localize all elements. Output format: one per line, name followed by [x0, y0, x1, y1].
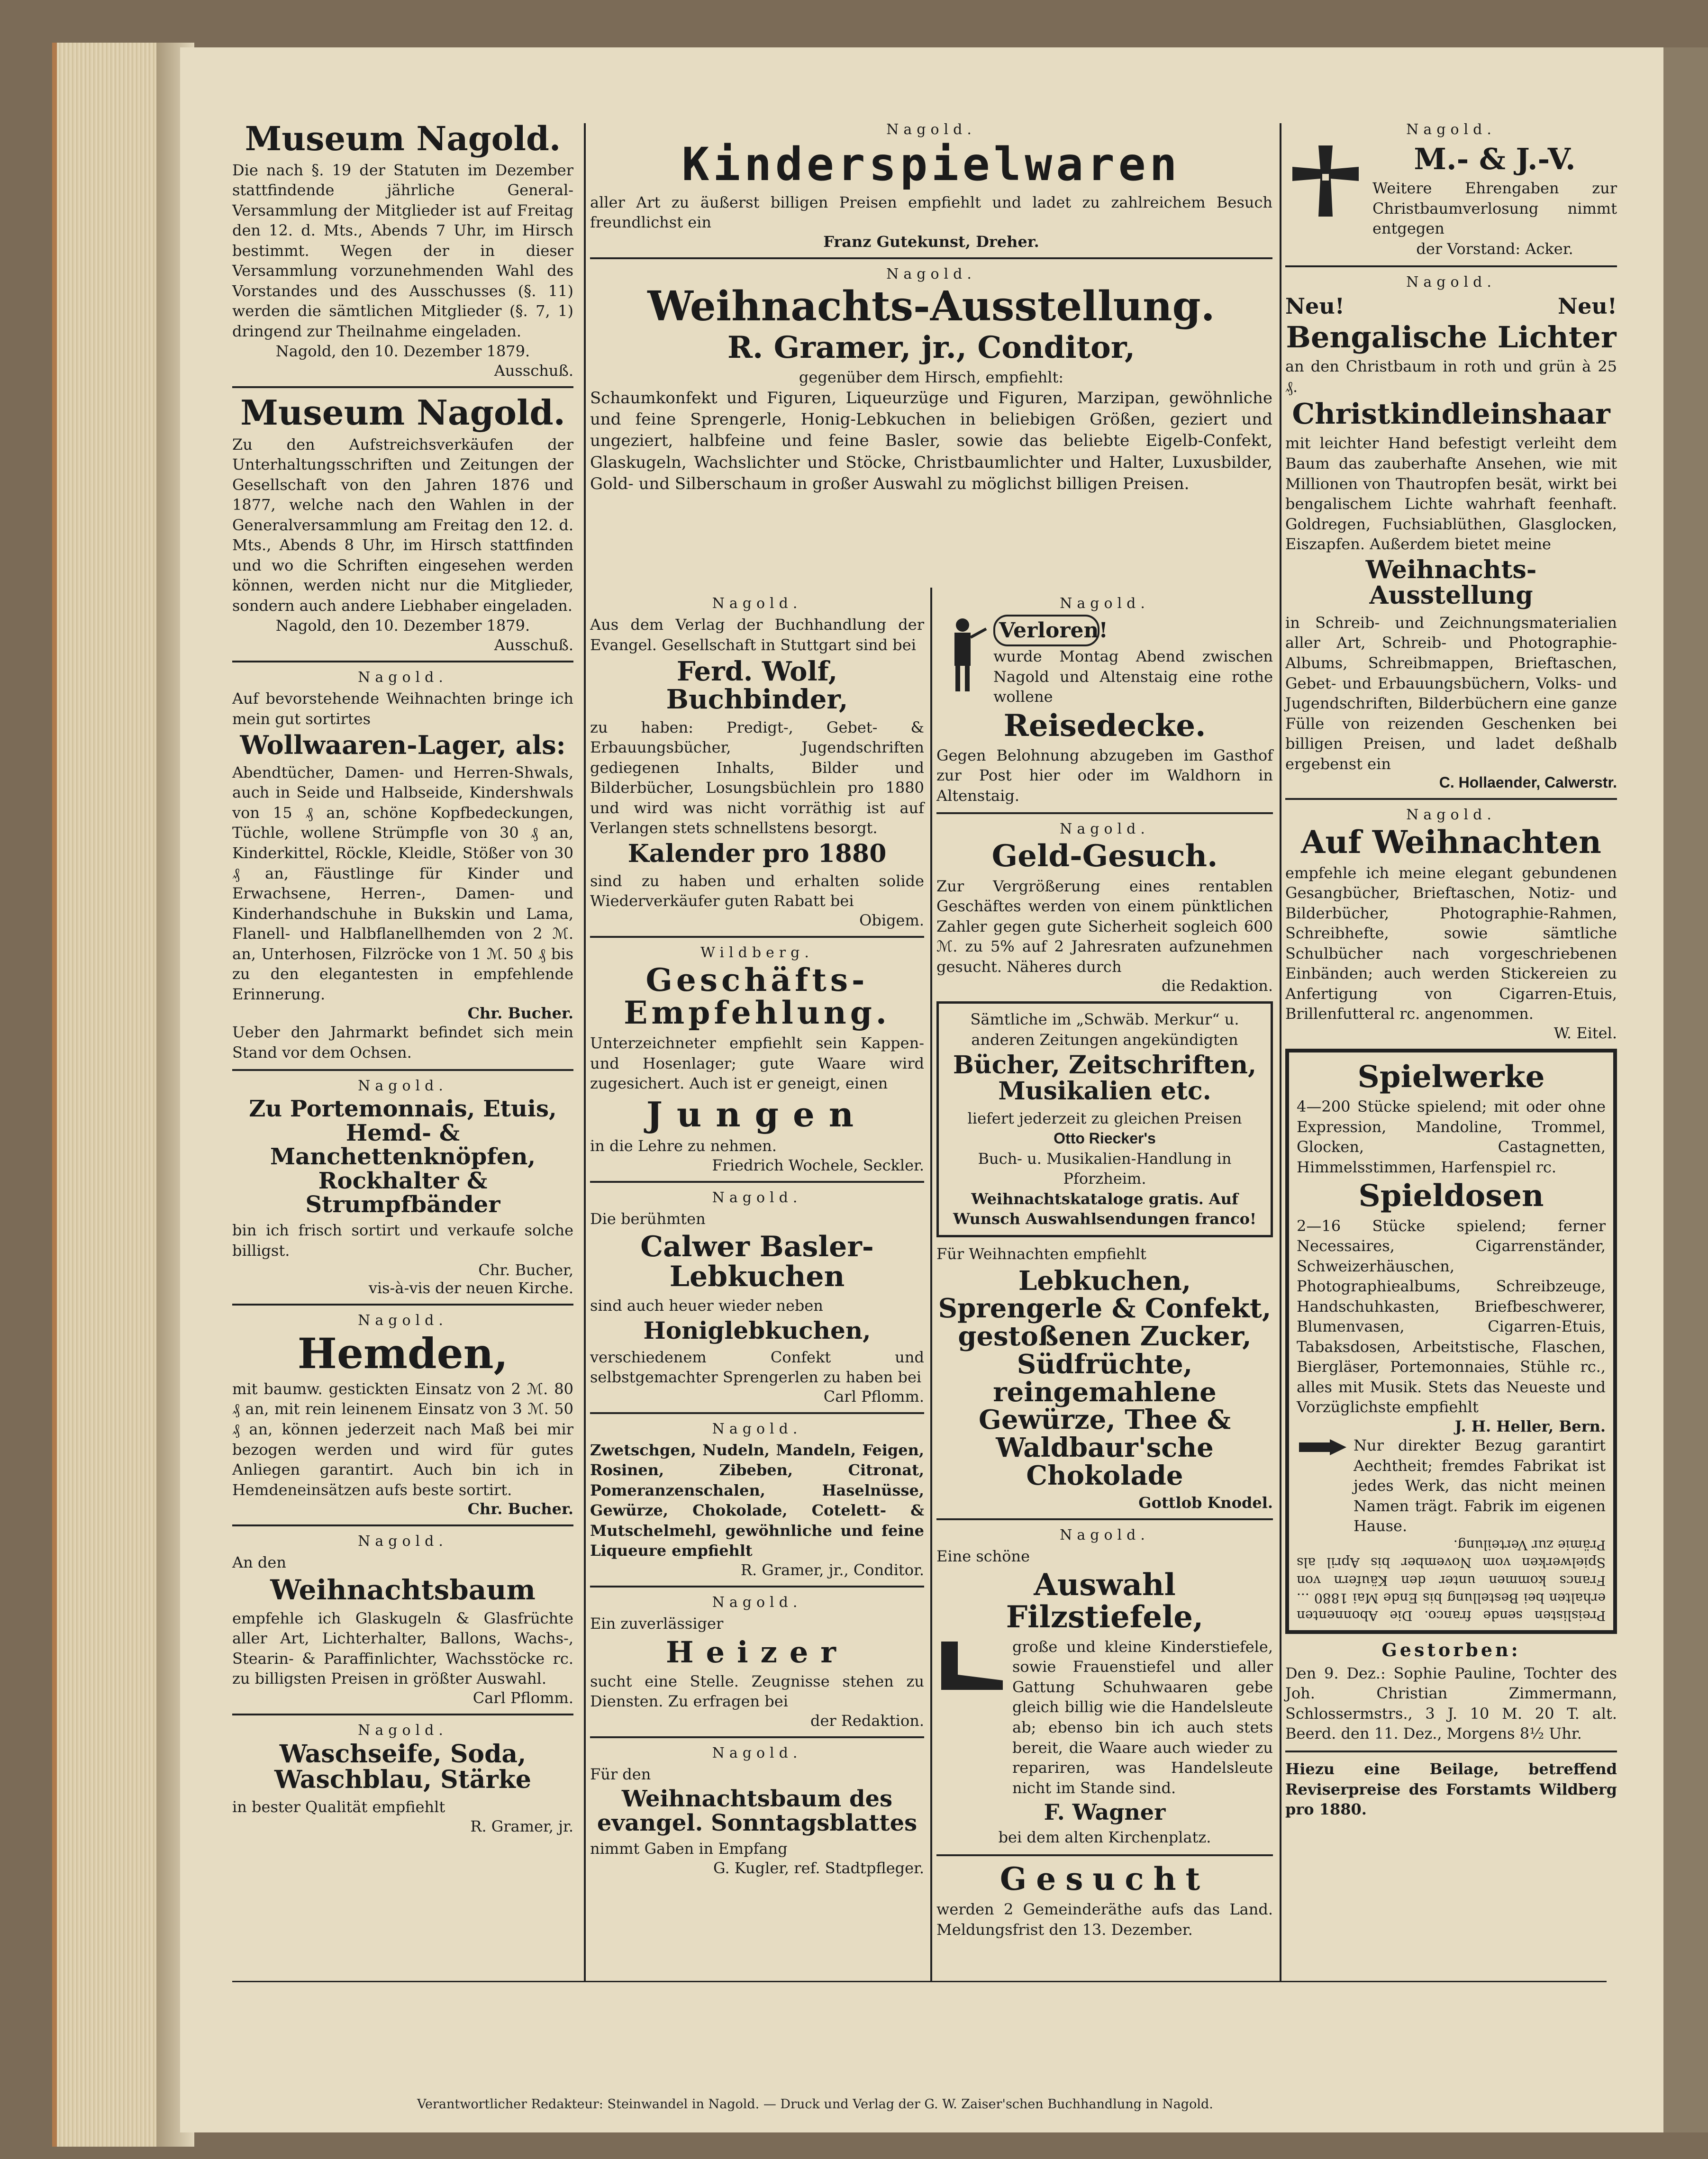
- leb-sign: Gottlob Knodel.: [1138, 1493, 1273, 1512]
- mj-text: Weitere Ehrengaben zur Christbaumverlosung nimmt entgegen: [1372, 179, 1617, 238]
- place-line: Nagold.: [358, 1722, 448, 1739]
- sonntag-intro: Für den: [590, 1765, 651, 1783]
- mid-right-column: [936, 592, 1273, 1946]
- wolle-sign: Chr. Bucher.: [467, 1004, 573, 1023]
- mj-title: M.- & J.-V.: [1414, 142, 1576, 176]
- place-line: Nagold.: [358, 1533, 448, 1550]
- separator: [1285, 798, 1617, 800]
- wolf-ad: [590, 595, 924, 929]
- place-line: Nagold.: [358, 1078, 448, 1095]
- seife-text: in bester Qualität empfiehlt: [232, 1798, 445, 1816]
- aus-sign: C. Hollaender, Calwerstr.: [1439, 774, 1617, 791]
- gesch-title: Geschäfts-Empfehlung.: [624, 961, 890, 1031]
- aus-title: Weihnachts-Ausstellung: [1365, 555, 1537, 610]
- wolle-text: Abendtücher, Damen- und Herren-Shwals, auch in Seide und Halbseide, Kindershwals von 15 ₰ an, schöne Kopfbedeckungen, Tüchle, wollene Strümpfle von 30 ₰ an, Kinderkittel, Röckle, Kleidle, Stößer von 30 ₰ an, Fäustlinge für Kinder und Erwachsene, Herren-, Damen- und Kinderhandschuhe in Bukskin und Lama, Flanell- und Halbflanellhemden von 2 ℳ. an, Unterhosen, Filzröcke von 1 ℳ. 50 ₰ bis zu den elegantesten in empfehlende Erinnerung.: [232, 763, 573, 1003]
- wolle-note: Ueber den Jahrmarkt befindet sich mein Stand vor dem Ochsen.: [232, 1023, 573, 1061]
- aufw-title: Auf Weihnachten: [1301, 824, 1601, 861]
- hemden-title: Hemden,: [297, 1328, 509, 1378]
- calwer-ad: [590, 1189, 924, 1406]
- box-text-1: Sämtliche im „Schwäb. Merkur“ u. anderen Zeitungen angekündigten: [970, 1010, 1239, 1049]
- museum-sign: Ausschuß.: [494, 361, 573, 380]
- separator: [590, 257, 1272, 259]
- right-margin-strip: [1663, 47, 1708, 2132]
- separator: [232, 661, 573, 662]
- museum-ad-2: [232, 392, 573, 654]
- place-line: Nagold.: [712, 1189, 802, 1206]
- calwer-text-2: verschiedenem Confekt und selbstgemachter Sprengerlen zu haben bei: [590, 1348, 924, 1387]
- calwer-text: sind auch heuer wieder neben: [590, 1296, 823, 1315]
- place-line: Nagold.: [712, 595, 802, 612]
- hemden-sign: Chr. Bucher.: [467, 1500, 573, 1518]
- column-rule: [584, 123, 586, 1981]
- baum-intro: An den: [232, 1553, 286, 1572]
- separator: [936, 1854, 1273, 1856]
- heizer-intro: Ein zuverlässiger: [590, 1615, 724, 1633]
- place-line: Nagold.: [886, 265, 976, 282]
- place-line: Nagold.: [1406, 121, 1496, 138]
- kinder-title: Kinderspielwaren: [681, 138, 1181, 191]
- place-line: Nagold.: [1406, 807, 1496, 824]
- wolf-text: zu haben: Predigt-, Gebet- & Erbauungsbücher, Jugendschriften gediegenen Inhalts, Bilder und Bilderbücher, Losungsbüchlein pro 1880 und wird was nicht vorräthig ist auf Verlangen stets schnellstens besorgt.: [590, 718, 924, 837]
- separator: [232, 1069, 573, 1071]
- spiel-title: Spielwerke: [1357, 1059, 1545, 1095]
- calwer-title: Calwer Basler-Lebkuchen: [640, 1230, 874, 1293]
- christ-text: mit leichter Hand befestigt verleiht dem Baum das zauberhafte Ansehen, wie mit Millionen von Thautropfen besät, wirkt bei bengalischem Lichte wahrhaft feenhaft. Goldregen, Fuchsiablüthen, Glasglocken, Eiszapfen. Außerdem bietet meine: [1285, 434, 1617, 553]
- geld-sign: die Redaktion.: [1162, 977, 1273, 995]
- filz-sign: F. Wagner: [1044, 1799, 1166, 1825]
- place-line: Nagold.: [712, 1744, 802, 1761]
- baum-text: empfehle ich Glaskugeln & Glasfrüchte aller Art, Lichterhalter, Ballons, Wachs-, Stearin- & Paraffinlichter, Wachsstöcke rc. zu billigsten Preisen in größter Auswahl.: [232, 1609, 573, 1688]
- museum-date: Nagold, den 10. Dezember 1879.: [275, 617, 530, 635]
- baum-title: Weihnachtsbaum: [270, 1573, 536, 1606]
- place-line: Nagold.: [886, 121, 976, 138]
- iron-cross-icon: [1285, 141, 1366, 221]
- dosen-sign: J. H. Heller, Bern.: [1454, 1417, 1606, 1436]
- hemden-text: mit baumw. gestickten Einsatz von 2 ℳ. 80 ₰ an, mit rein leinenem Einsatz von 3 ℳ. 50 ₰ an, können jederzeit nach Maß bei mir bezogen werden und wird für gutes Anliegen garantirt. Auch bin ich in Hemdeneinsätzen aufs beste sortirt.: [232, 1379, 573, 1499]
- calwer-intro: Die berühmten: [590, 1210, 706, 1228]
- box-name: Otto Riecker's: [1054, 1130, 1156, 1147]
- porte-title: Zu Portemonnais, Etuis, Hemd- & Manchettenknöpfen, Rockhalter & Strumpfbänder: [249, 1096, 557, 1218]
- sonntag-title: Weihnachtsbaum des evangel. Sonntagsblattes: [597, 1786, 918, 1836]
- separator: [232, 1714, 573, 1715]
- geschaeft-ad: [590, 944, 924, 1174]
- weih-title: Weihnachts-Ausstellung.: [647, 282, 1215, 330]
- neu-left: Neu!: [1285, 293, 1345, 319]
- heizer-text: sucht eine Stelle. Zeugnisse stehen zu Diensten. Zu erfragen bei: [590, 1672, 924, 1711]
- neu-right: Neu!: [1558, 293, 1617, 319]
- verloren-ad: [936, 595, 1273, 806]
- heizer-title: Heizer: [666, 1634, 848, 1669]
- separator: [232, 386, 573, 388]
- bengal-ad: [1285, 274, 1617, 791]
- heizer-sign: der Redaktion.: [810, 1711, 924, 1730]
- separator: [1285, 265, 1617, 267]
- filz-intro: Eine schöne: [936, 1547, 1030, 1565]
- verloren-text: wurde Montag Abend zwischen Nagold und Altenstaig eine rothe wollene: [993, 647, 1273, 706]
- filz-text: große und kleine Kinderstiefele, sowie Frauenstiefel und aller Gattung Schuhwaaren gebe gleich billig wie die Handelsleute ab; ebenso bin ich auch stets bereit, die Waare auch wieder zu repariren, was Handelsleute nicht im Stande sind.: [1012, 1637, 1273, 1797]
- separator: [936, 812, 1273, 814]
- honig-title: Honiglebkuchen,: [643, 1316, 871, 1345]
- calwer-sign: Carl Pflomm.: [823, 1387, 924, 1406]
- gesch-text: Unterzeichneter empfiehlt sein Kappen- und Hosenlager; gute Waare wird zugesichert. Auch ist er geneigt, einen: [590, 1034, 924, 1093]
- column-rule: [930, 588, 932, 1981]
- sonntagsblatt-ad: [590, 1745, 924, 1877]
- kal-sign: Obigem.: [859, 911, 924, 929]
- porte-sign-2: vis-à-vis der neuen Kirche.: [368, 1279, 573, 1297]
- spielwerke-box: [1285, 1049, 1617, 1634]
- dosen-note: Nur direkter Bezug garantirt Aechtheit; fremdes Fabrikat ist jedes Werk, das nicht meinen Namen trägt. Fabrik im eigenen Hause.: [1354, 1436, 1606, 1535]
- imprint-footer: Verantwortlicher Redakteur: Steinwandel in Nagold. — Druck und Verlag der G. W. Zaiser'schen Buchhandlung in Nagold.: [417, 2097, 1213, 2112]
- jungen-text: in die Lehre zu nehmen.: [590, 1137, 777, 1155]
- wolle-title: Wollwaaren-Lager, als:: [240, 730, 566, 761]
- filzstiefel-ad: [936, 1527, 1273, 1848]
- column-rule: [1280, 123, 1281, 1981]
- reise-text: Gegen Belohnung abzugeben im Gasthof zur Post hier oder im Waldhorn in Altenstaig.: [936, 746, 1273, 805]
- place-line: Nagold.: [712, 1420, 802, 1437]
- lebkuchen-ad: [936, 1244, 1273, 1512]
- hemden-ad: [232, 1312, 573, 1518]
- separator: [232, 1304, 573, 1306]
- geld-ad: [936, 821, 1273, 995]
- beng-text: an den Christbaum in roth und grün à 25 ₰.: [1285, 357, 1617, 396]
- box-text-4: Weihnachtskataloge gratis. Auf Wunsch Auswahlsendungen franco!: [953, 1189, 1257, 1228]
- gesucht-ad: [936, 1860, 1273, 1940]
- sonntag-text: nimmt Gaben in Empfang: [590, 1840, 788, 1858]
- kinder-sign: Franz Gutekunst, Dreher.: [823, 232, 1039, 251]
- wollwaren-ad: [232, 669, 573, 1062]
- left-column: [232, 118, 573, 1842]
- zwetsch-sign: R. Gramer, jr., Conditor.: [740, 1561, 924, 1579]
- weih-text: Schaumkonfekt und Figuren, Liqueurzüge und Figuren, Marzipan, gewöhnliche und feine Sprengerle, Honig-Lebkuchen in beliebigen Größen, geziert und ungeziert, halbfeine und feine Basler, sowie das beliebte Eigelb-Confekt, Glaskugeln, Wachslichter und Stöcke, Christbaumlichter und Halter, Luxusbilder, Gold- und Silberschaum in großer Auswahl zu möglichst billigen Preisen.: [590, 388, 1272, 493]
- place-line: Nagold.: [358, 1312, 448, 1329]
- gesucht-text: werden 2 Gemeinderäthe aufs das Land. Meldungsfrist den 13. Dezember.: [936, 1900, 1273, 1939]
- porte-sign: Chr. Bucher,: [478, 1261, 573, 1279]
- museum-text: Zu den Aufstreichsverkäufen der Unterhaltungsschriften und Zeitungen der Gesellschaft von den Jahren 1876 und 1877, welche nach den Wahlen in der Generalversammlung am Freitag den 12. d. Mts., Abends 8 Uhr, im Hirsch stattfinden und wo die Schriften eingesehen werden können, werden nicht nur die Mitglieder, sondern auch andere Liebhaber eingeladen.: [232, 435, 573, 615]
- gestorben-ad: [1285, 1641, 1617, 1744]
- aufw-text: empfehle ich meine elegant gebundenen Gesangbücher, Brieftaschen, Notiz- und Bilderbücher, Photographie-Rahmen, Schreibhefte, sowie sämtliche Schulbücher nach vorgeschriebenen Einbänden; auch werden Stickereien zu Anfertigung von Cigarren-Etuis, Brillenfutteral rc. angenommen.: [1285, 863, 1617, 1023]
- gesucht-title: Gesucht: [999, 1860, 1210, 1898]
- wolf-intro: Aus dem Verlag der Buchhandlung der Evangel. Gesellschaft in Stuttgart sind bei: [590, 616, 924, 654]
- box-title: Bücher, Zeitschriften, Musikalien etc.: [953, 1051, 1257, 1106]
- gest-text: Den 9. Dez.: Sophie Pauline, Tochter des Joh. Christian Zimmermann, Schlossermstrs., 3 J. 10 M. 20 T. alt. Beerd. den 11. Dez., Morgens 8½ Uhr.: [1285, 1664, 1617, 1743]
- separator: [590, 1412, 924, 1414]
- spiel-text: 4—200 Stücke spielend; mit oder ohne Expression, Mandoline, Trommel, Glocken, Castagnetten, Himmelsstimmen, Harfenspiel rc.: [1297, 1098, 1606, 1176]
- seife-sign: R. Gramer, jr.: [470, 1817, 573, 1835]
- place-line: Nagold.: [1060, 821, 1150, 838]
- museum-date: Nagold, den 10. Dezember 1879.: [275, 342, 530, 361]
- boot-icon: [936, 1637, 1008, 1694]
- separator: [232, 1524, 573, 1526]
- leb-intro: Für Weihnachten empfiehlt: [936, 1244, 1146, 1263]
- weih-name: R. Gramer, jr., Conditor,: [727, 330, 1136, 366]
- leb-title: Lebkuchen, Sprengerle & Confekt, gestoßenen Zucker, Südfrüchte, reingemahlene Gewürze, Thee & Waldbaur'sche Chokolade: [938, 1265, 1272, 1492]
- dosen-text: 2—16 Stücke spielend; ferner Necessaires, Cigarrenständer, Schweizerhäuschen, Photographiealbums, Schreibzeuge, Handschuhkasten, Briefbeschwerer, Blumenvasen, Cigarren-Etuis, Tabaksdosen, Arbeitstische, Flaschen, Biergläser, Portemonnaies, Stühle rc., alles mit Musik. Stets das Neueste und Vorzüglichste empfiehlt: [1297, 1216, 1606, 1416]
- gest-title: Gestorben:: [1381, 1639, 1521, 1660]
- porte-text: bin ich frisch sortirt und verkaufe solche billigst.: [232, 1221, 573, 1260]
- separator: [936, 1518, 1273, 1520]
- jungen-sign: Friedrich Wochele, Seckler.: [712, 1156, 924, 1175]
- museum-sign: Ausschuß.: [494, 636, 573, 654]
- box-text-3: Buch- u. Musikalien-Handlung in Pforzheim.: [978, 1149, 1232, 1188]
- mj-sign: der Vorstand: Acker.: [1416, 239, 1573, 258]
- kal-text: sind zu haben und erhalten solide Wiederverkäufer guten Rabatt bei: [590, 871, 924, 910]
- aus-text: in Schreib- und Zeichnungsmaterialien aller Art, Schreib- und Photographie-Albums, Schreibmappen, Brieftaschen, Gebet- und Erbauungsbüchern, Volks- und Jugendschriften, Bilderbüchern eine ganze Fülle von reizenden Geschenken bei billigen Preisen, und ladet deßhalb ergebenst ein: [1285, 613, 1617, 773]
- museum-title: Museum Nagold.: [245, 119, 561, 158]
- jungen-title: Jungen: [646, 1094, 868, 1134]
- christ-title: Christkindleinshaar: [1292, 398, 1610, 431]
- place-line: Nagold.: [358, 669, 448, 686]
- museum-text: Die nach §. 19 der Statuten im Dezember stattfindende jährliche General-Versammlung der Mitglieder ist auf Freitag den 12. d. Mts., Abends 7 Uhr, im Hirsch bestimmt. Wegen der in dieser Versammlung vorzunehmenden Wahl des Vorstandes und des Ausschusses (§. 11) werden die sämtlichen Mitglieder (§. 7, 1) dringend zur Theilnahme eingeladen.: [232, 161, 573, 340]
- pointing-hand-icon: [1297, 1435, 1349, 1459]
- heizer-ad: [590, 1594, 924, 1730]
- flipped-text: Preislisten sende franco. Die Abonnenten erhalten bei Bestellung bis Ende Mai 1880 ... Francs kommen unter den Käufern von Spielwerken vom November bis April als Prämie zur Verteilung.: [1297, 1537, 1606, 1624]
- separator: [1285, 1751, 1617, 1752]
- separator: [590, 936, 924, 938]
- beilage-note: Hiezu eine Beilage, betreffend Reviserpreise des Forstamts Wildberg pro 1880.: [1285, 1760, 1617, 1819]
- aufweihnachten-ad: [1285, 807, 1617, 1042]
- place-line: Nagold.: [712, 1594, 802, 1611]
- geld-text: Zur Vergrößerung eines rentablen Geschäftes werden von einem pünktlichen Zahler gegen gute Sicherheit sogleich 600 ℳ. zu 5% auf 2 Jahresraten aufzunehmen gesucht. Näheres durch: [936, 877, 1273, 976]
- museum-ad-1: [232, 121, 573, 380]
- place-line: Wildberg.: [700, 944, 814, 961]
- weihnachtsbaum-ad: [232, 1533, 573, 1707]
- weih-sub: gegenüber dem Hirsch, empfiehlt:: [799, 368, 1064, 387]
- town-crier-icon: [936, 615, 989, 695]
- center-top: [590, 118, 1272, 495]
- sonntag-sign: G. Kugler, ref. Stadtpfleger.: [713, 1859, 924, 1877]
- kal-title: Kalender pro 1880: [627, 839, 887, 868]
- filz-sign-2: bei dem alten Kirchenplatz.: [998, 1828, 1211, 1847]
- place-line: Nagold.: [1406, 274, 1496, 291]
- kinder-text: aller Art zu äußerst billigen Preisen empfiehlt und ladet zu zahlreichem Besuch freundlichst ein: [590, 193, 1272, 232]
- mid-left-column: [590, 592, 924, 1884]
- geld-title: Geld-Gesuch.: [991, 838, 1218, 874]
- separator: [590, 1181, 924, 1183]
- baum-sign: Carl Pflomm.: [472, 1688, 573, 1707]
- filz-title: Auswahl Filzstiefele,: [1006, 1567, 1204, 1635]
- box-text-2: liefert jederzeit zu gleichen Preisen: [967, 1109, 1242, 1127]
- wolf-title: Ferd. Wolf, Buchbinder,: [666, 656, 848, 715]
- aufw-sign: W. Eitel.: [1554, 1024, 1617, 1042]
- zwetsch-text: Zwetschgen, Nudeln, Mandeln, Feigen, Rosinen, Zibeben, Citronat, Pomeranzenschalen, Haselnüsse, Gewürze, Chokolade, Cotelett- & Mutschelmehl, gewöhnliche und feine Liqueure empfiehlt: [590, 1441, 924, 1560]
- place-line: Nagold.: [1060, 595, 1150, 612]
- wolle-intro: Auf bevorstehende Weihnachten bringe ich mein gut sortirtes: [232, 689, 573, 728]
- waschseife-ad: [232, 1722, 573, 1835]
- separator: [590, 1586, 924, 1588]
- dosen-title: Spieldosen: [1358, 1178, 1544, 1214]
- riecker-box: [936, 1001, 1273, 1237]
- beng-title: Bengalische Lichter: [1286, 320, 1617, 355]
- portemonnaie-ad: [232, 1078, 573, 1297]
- bottom-rule: [232, 1981, 1607, 1982]
- verloren-banner: Verloren!: [993, 615, 1099, 646]
- mj-ad: [1285, 121, 1617, 259]
- right-column: [1285, 118, 1617, 1820]
- reise-title: Reisedecke.: [1003, 708, 1206, 744]
- separator: [590, 1736, 924, 1738]
- seife-title: Waschseife, Soda, Waschblau, Stärke: [274, 1739, 531, 1795]
- place-line: Nagold.: [1060, 1526, 1150, 1543]
- museum-title: Museum Nagold.: [240, 392, 565, 433]
- zwetschgen-ad: [590, 1421, 924, 1579]
